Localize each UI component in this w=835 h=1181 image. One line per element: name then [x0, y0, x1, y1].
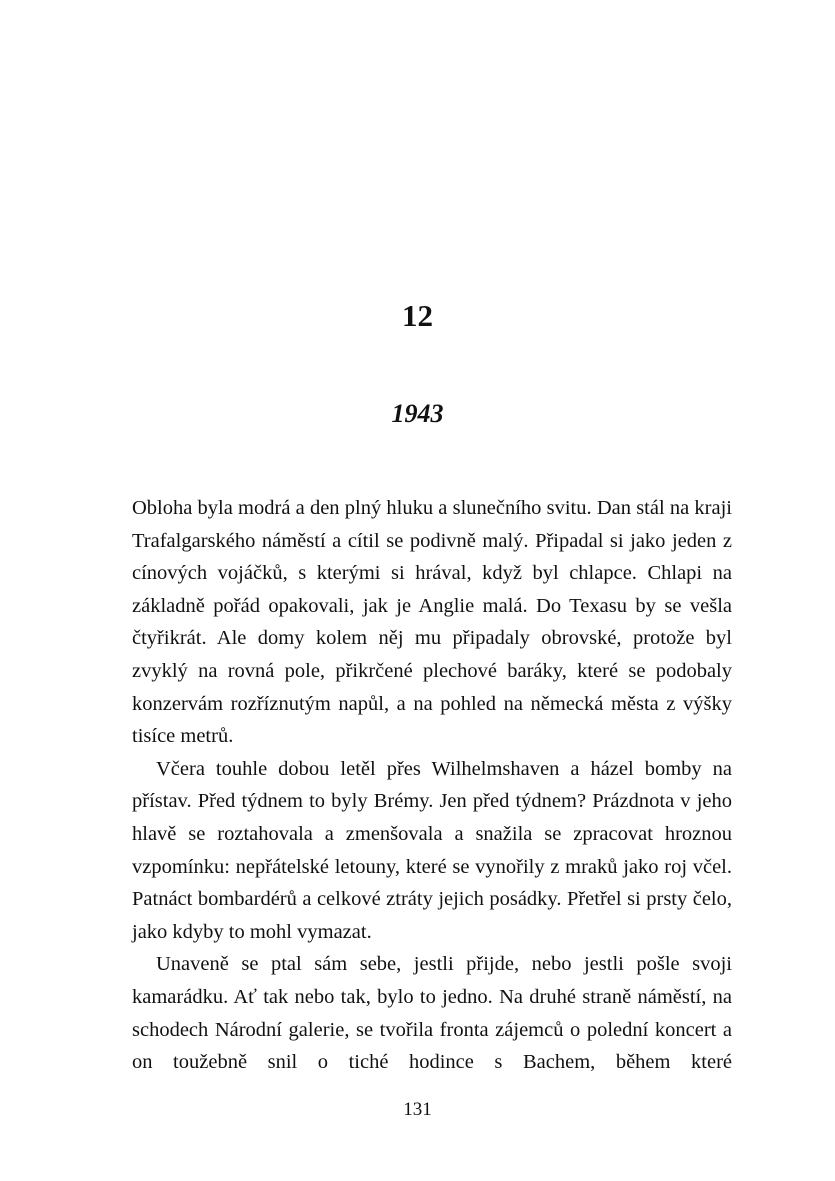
paragraph-2: Včera touhle dobou letěl přes Wilhelmshaven a házel bomby na přístav. Před týdnem to byly Brémy. Jen před týdnem? Prázdnota v jeho hlavě se roztahovala a zmenšovala a snažila se zpracovat hroznou vzpomínku: nepřátelské letouny, které se vynořily z mraků jako roj včel. Patnáct bombardérů a celkové ztráty jejich posádky. Přetřel si prsty čelo, jako kdyby to mohl vymazat. [132, 757, 732, 943]
paragraph-1: Obloha byla modrá a den plný hluku a slunečního svitu. Dan stál na kraji Trafalgarského náměstí a cítil se podivně malý. Připadal si jako jeden z cínových vojáčků, s kterými si hrával, když byl chlapce. Chlapi na základně pořád opakovali, jak je Anglie malá. Do Texasu by se vešla čtyřikrát. Ale domy kolem něj mu připadaly obrovské, protože byl zvyklý na rovná pole, přikrčené plechové baráky, které se podobaly konzervám rozříznutým napůl, a na pohled na německá města z výšky tisíce metrů. [132, 497, 732, 748]
page-number: 131 [403, 1099, 432, 1120]
paragraph-3: Unaveně se ptal sám sebe, jestli přijde, nebo jestli pošle svoji kamarádku. Ať tak nebo tak, bylo to jedno. Na druhé straně náměstí, na schodech Národní galerie, se tvořila fronta zájemců o polední koncert a on toužebně snil o tiché hodince s Bachem, během které [132, 953, 732, 1074]
chapter-title: 1943 [391, 399, 444, 428]
chapter-number: 12 [402, 298, 433, 333]
body-text [132, 492, 732, 1079]
